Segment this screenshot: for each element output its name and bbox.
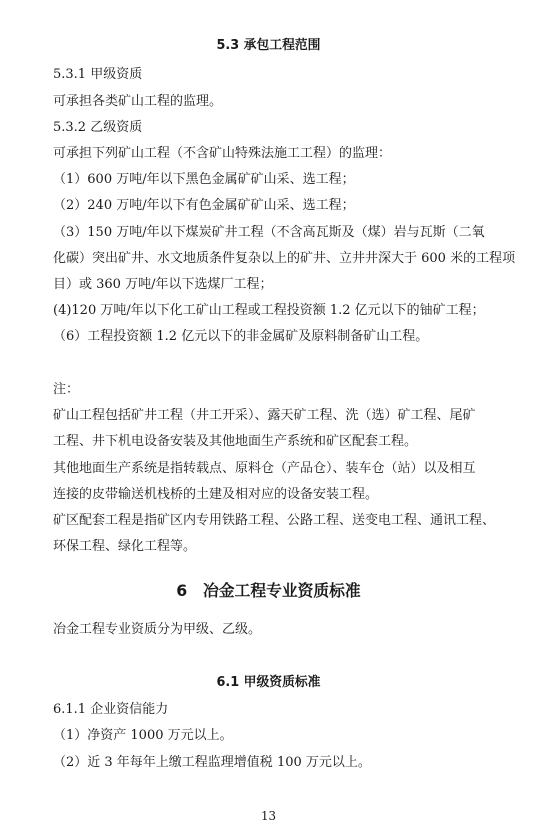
page-number: 13 bbox=[260, 809, 277, 823]
note-text: 矿山工程包括矿井工程（井工开采）、露天矿工程、洗（选）矿工程、尾矿 bbox=[53, 408, 476, 423]
paragraph: 冶金工程专业资质分为甲级、乙级。 bbox=[53, 622, 262, 637]
section-heading-5-3: 5.3 承包工程范围 bbox=[216, 38, 321, 53]
subsection-title-5-3-2: 5.3.2 乙级资质 bbox=[53, 120, 143, 135]
note-text: 矿区配套工程是指矿区内专用铁路工程、公路工程、送变电工程、通讯工程、 bbox=[53, 513, 496, 528]
note-text: 其他地面生产系统是指转载点、原料仓（产品仓）、装车仓（站）以及相互 bbox=[53, 461, 476, 476]
note-text: 工程、井下机电设备安装及其他地面生产系统和矿区配套工程。 bbox=[53, 434, 418, 449]
list-item-continuation: 化碳）突出矿井、水文地质条件复杂以上的矿井、立井井深大于 600 米的工程项 bbox=[53, 251, 516, 266]
note-text: 连接的皮带输送机栈桥的土建及相对应的设备安装工程。 bbox=[53, 487, 379, 502]
note-text: 环保工程、绿化工程等。 bbox=[53, 539, 197, 554]
list-item-continuation: 目）或 360 万吨/年以下选煤厂工程； bbox=[53, 277, 273, 292]
list-item: （3）150 万吨/年以下煤炭矿井工程（不含高瓦斯及（煤）岩与瓦斯（二氧 bbox=[53, 225, 485, 240]
list-item: （2）240 万吨/年以下有色金属矿矿山采、选工程； bbox=[53, 198, 355, 213]
list-item: （2）近 3 年每年上缴工程监理增值税 100 万元以上。 bbox=[53, 755, 371, 770]
list-item: （1）净资产 1000 万元以上。 bbox=[53, 728, 233, 743]
paragraph: 可承担下列矿山工程（不含矿山特殊法施工工程）的监理： bbox=[53, 146, 392, 161]
subsection-title-5-3-1: 5.3.1 甲级资质 bbox=[53, 67, 143, 82]
list-item: (4)120 万吨/年以下化工矿山工程或工程投资额 1.2 亿元以下的铀矿工程； bbox=[53, 303, 485, 318]
subsection-title-6-1-1: 6.1.1 企业资信能力 bbox=[53, 702, 169, 717]
list-item: （6）工程投资额 1.2 亿元以下的非金属矿及原料制备矿山工程。 bbox=[53, 329, 429, 344]
section-heading-6-1: 6.1 甲级资质标准 bbox=[216, 675, 321, 690]
chapter-heading-6: 6 冶金工程专业资质标准 bbox=[176, 581, 361, 600]
paragraph: 可承担各类矿山工程的监理。 bbox=[53, 94, 223, 109]
list-item: （1）600 万吨/年以下黑色金属矿矿山采、选工程； bbox=[53, 172, 355, 187]
note-label: 注： bbox=[53, 382, 80, 397]
